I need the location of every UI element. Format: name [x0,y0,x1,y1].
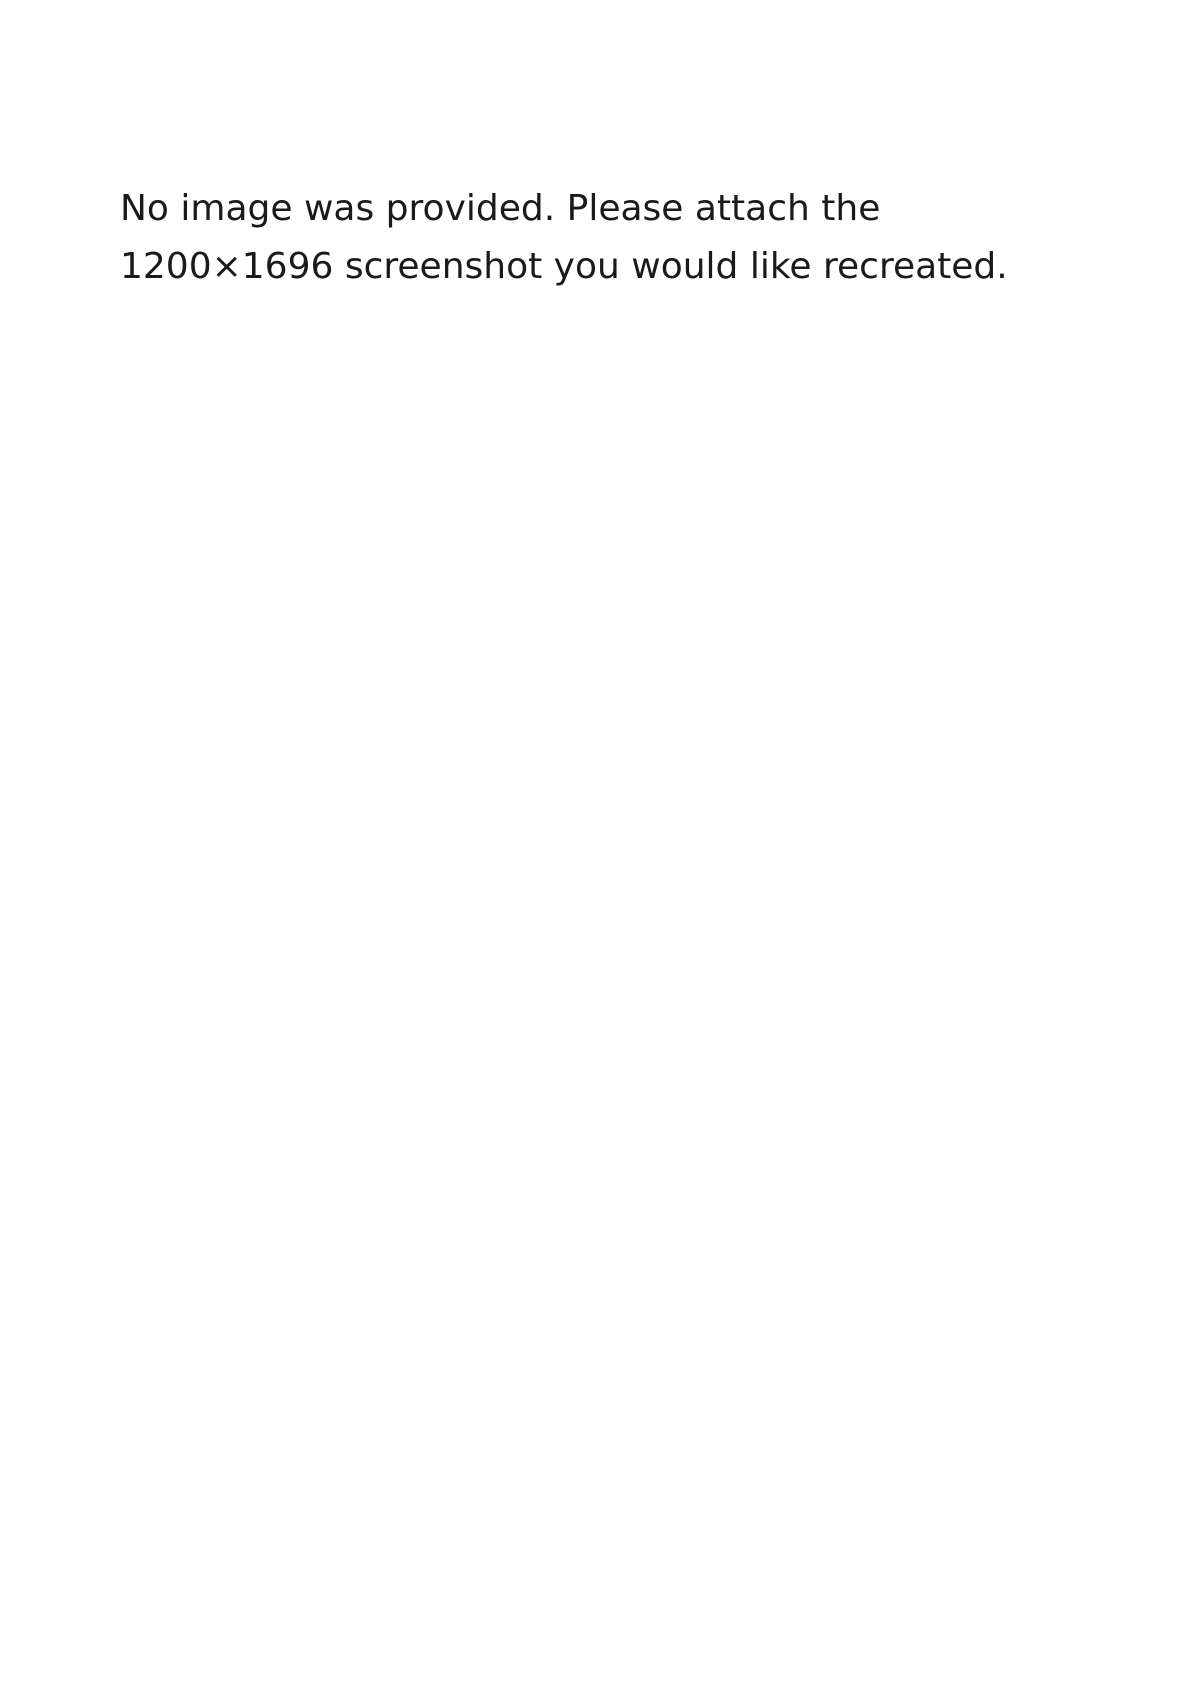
missing-image-notice: No image was provided. Please attach the 1200×1696 screenshot you would like recreated. [120,188,1008,287]
